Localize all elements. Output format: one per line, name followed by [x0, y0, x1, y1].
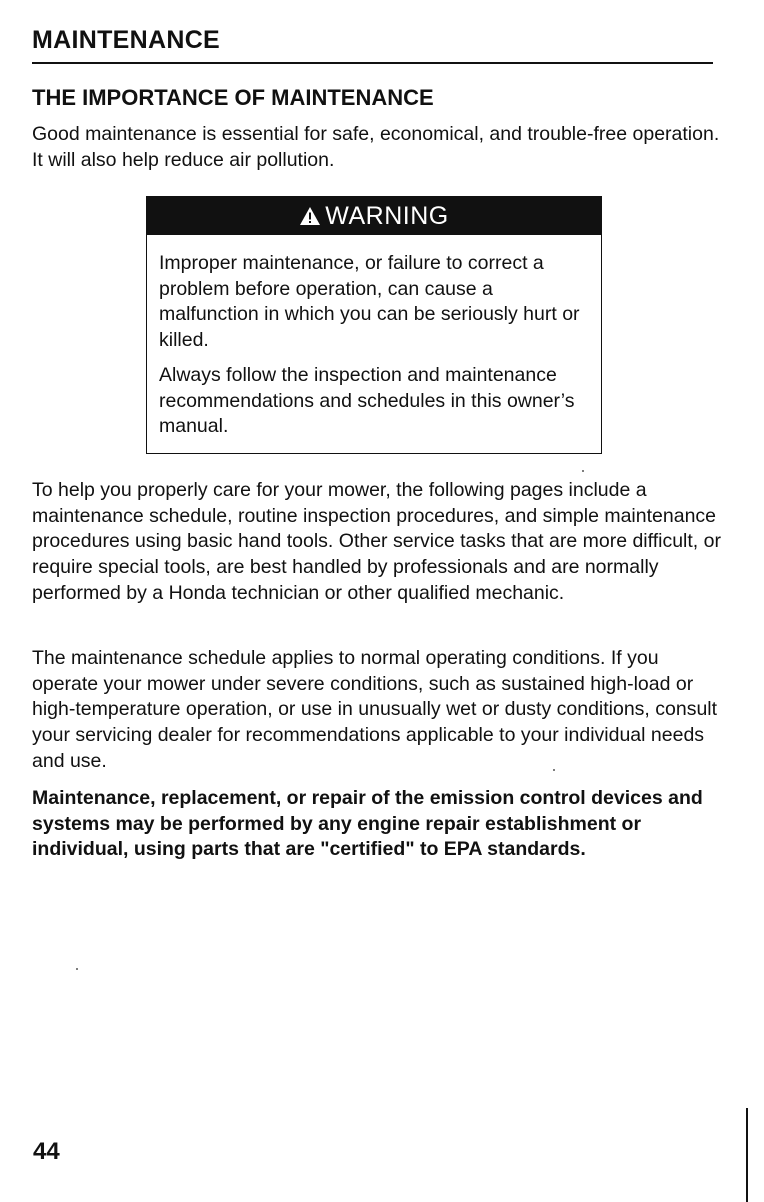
print-speck — [582, 470, 584, 472]
warning-banner — [147, 197, 601, 235]
section-header — [32, 24, 713, 64]
warning-paragraph-1: Improper maintenance, or failure to correct a problem before operation, can cause a malfunction in which you can be seriously hurt or killed. — [159, 252, 580, 351]
warning-triangle-icon — [299, 204, 321, 233]
page-number: 44 — [33, 1138, 60, 1165]
care-paragraph: To help you properly care for your mower, the following pages include a maintenance schedule, routine inspection procedures, and simple maintenance procedures using basic hand tools. Other service tasks that are more difficult, or require special tools, are best handled by professionals and are normally performed by a Honda technician or other qualified mechanic. — [32, 479, 721, 604]
warning-paragraph-2: Always follow the inspection and maintenance recommendations and schedules in this owner’s manual. — [159, 364, 575, 437]
emission-note: Maintenance, replacement, or repair of the emission control devices and systems may be performed by any engine repair establishment or individual, using parts that are "certified" to EPA standards. — [32, 787, 703, 861]
warning-box — [146, 196, 602, 454]
page-edge-line — [746, 1108, 748, 1202]
print-speck — [553, 769, 555, 771]
intro-paragraph: Good maintenance is essential for safe, economical, and trouble-free operation. It will also help reduce air pollution. — [32, 123, 720, 171]
subheading: THE IMPORTANCE OF MAINTENANCE — [32, 85, 434, 110]
warning-body — [147, 235, 601, 440]
schedule-paragraph: The maintenance schedule applies to normal operating conditions. If you operate your mower under severe conditions, such as sustained high-load or high-temperature operation, or use in unusually wet or dusty conditions, consult your servicing dealer for recommendations applicable to your individual needs and use. — [32, 647, 718, 772]
warning-label: WARNING — [325, 201, 449, 230]
section-title: MAINTENANCE — [32, 26, 221, 54]
print-speck — [76, 968, 78, 970]
